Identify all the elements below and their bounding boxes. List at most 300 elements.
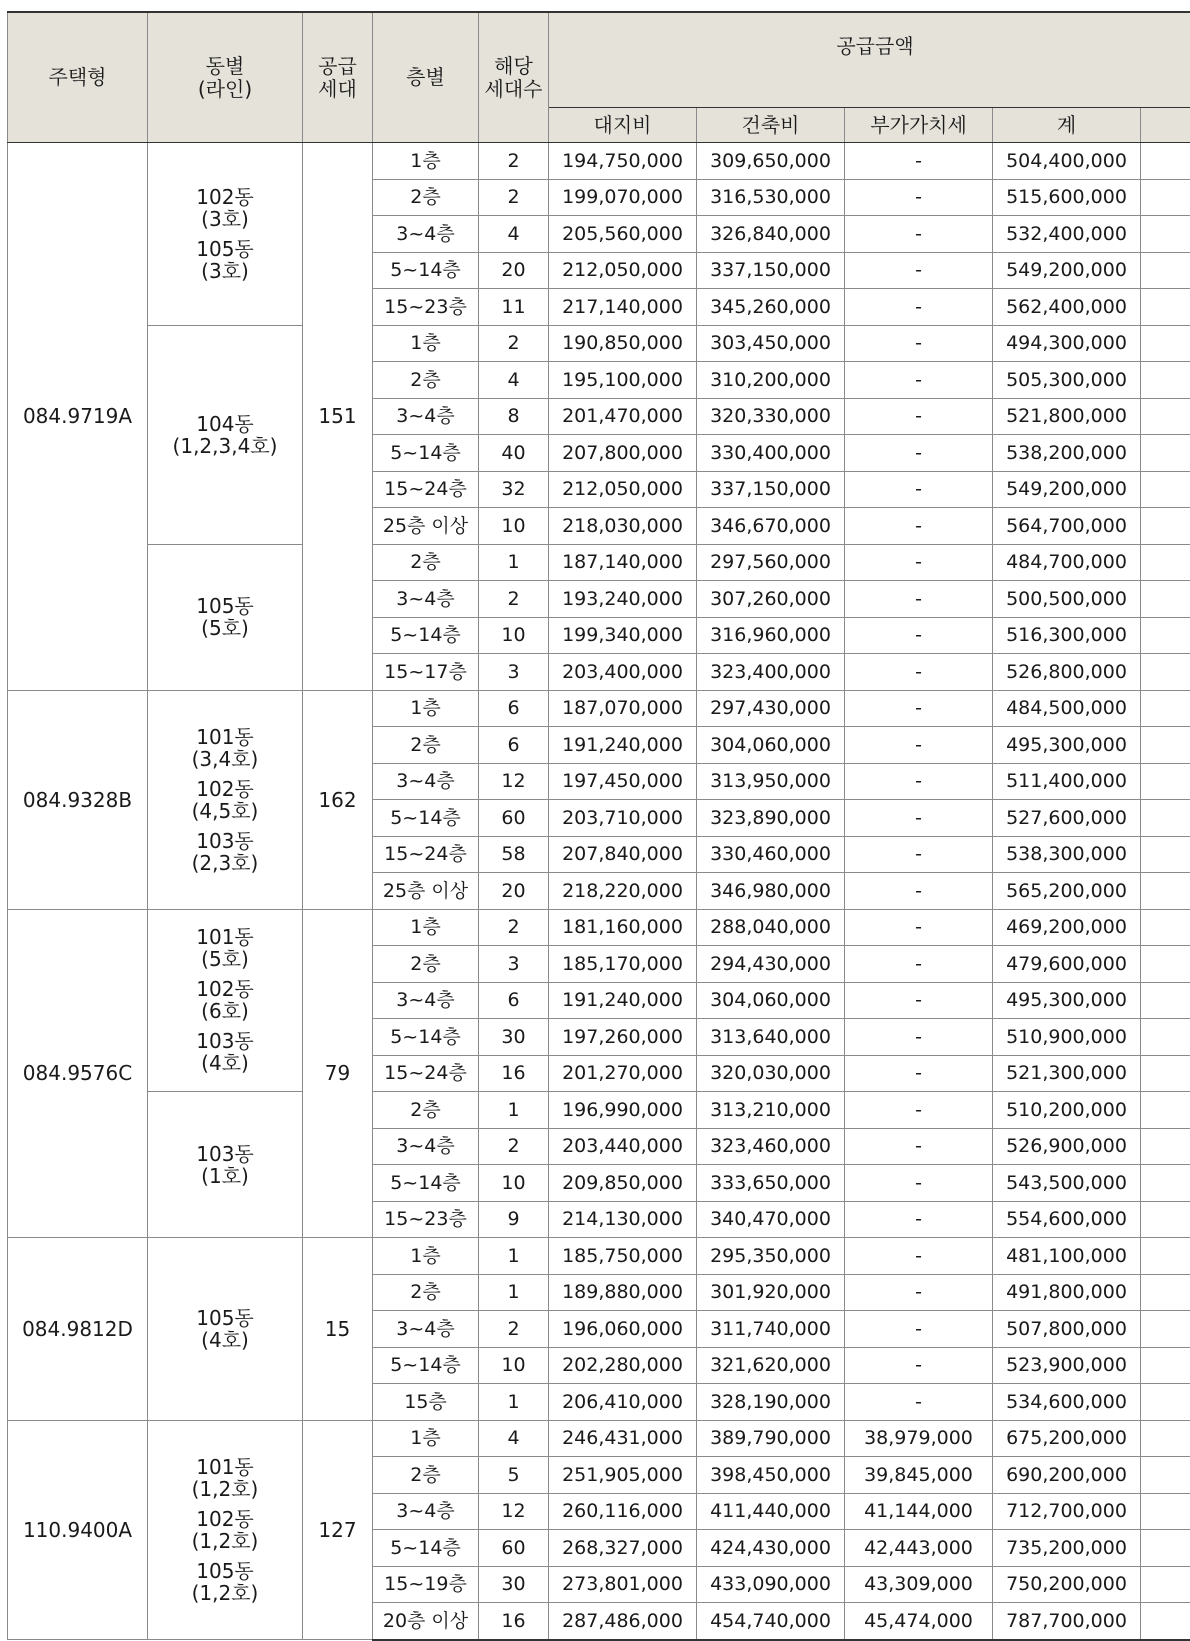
vat-cell: - <box>845 873 993 910</box>
dong-label: 105동 (5호) <box>148 591 302 643</box>
vat-cell: - <box>845 1201 993 1238</box>
units-cell: 10 <box>479 617 549 654</box>
floor-cell: 15~23층 <box>373 1201 479 1238</box>
vat-cell: - <box>845 690 993 727</box>
vat-cell: 42,443,000 <box>845 1530 993 1567</box>
total-cell: 750,200,000 <box>993 1566 1141 1603</box>
vat-cell: - <box>845 654 993 691</box>
units-cell: 1 <box>479 1238 549 1275</box>
extra-cell <box>1141 1165 1190 1202</box>
building-cost-cell: 398,450,000 <box>697 1457 845 1494</box>
land-cost-cell: 287,486,000 <box>549 1603 697 1640</box>
land-cost-cell: 209,850,000 <box>549 1165 697 1202</box>
units-cell: 32 <box>479 471 549 508</box>
supply-cell: 79 <box>303 909 373 1238</box>
units-cell: 2 <box>479 1311 549 1348</box>
floor-cell: 2층 <box>373 1457 479 1494</box>
dong-cell <box>148 544 303 690</box>
land-cost-cell: 207,840,000 <box>549 836 697 873</box>
land-cost-cell: 260,116,000 <box>549 1493 697 1530</box>
dong-label: 102동 (4,5호) <box>148 774 302 826</box>
table-row <box>8 143 1190 180</box>
building-cost-cell: 424,430,000 <box>697 1530 845 1567</box>
building-cost-cell: 313,950,000 <box>697 763 845 800</box>
vat-cell: - <box>845 179 993 216</box>
land-cost-cell: 203,400,000 <box>549 654 697 691</box>
extra-cell <box>1141 289 1190 326</box>
floor-cell: 2층 <box>373 946 479 983</box>
total-cell: 484,500,000 <box>993 690 1141 727</box>
land-cost-cell: 246,431,000 <box>549 1420 697 1457</box>
units-cell: 60 <box>479 800 549 837</box>
total-cell: 538,300,000 <box>993 836 1141 873</box>
total-cell: 526,900,000 <box>993 1128 1141 1165</box>
land-cost-cell: 197,260,000 <box>549 1019 697 1056</box>
floor-cell: 15~17층 <box>373 654 479 691</box>
vat-cell: - <box>845 143 993 180</box>
units-cell: 30 <box>479 1019 549 1056</box>
dong-label: 104동 (1,2,3,4호) <box>148 409 302 461</box>
table-row <box>8 544 1190 581</box>
supply-cell: 151 <box>303 143 373 691</box>
vat-cell: - <box>845 216 993 253</box>
table-body <box>8 143 1190 1640</box>
extra-cell <box>1141 836 1190 873</box>
extra-cell <box>1141 1457 1190 1494</box>
total-cell: 507,800,000 <box>993 1311 1141 1348</box>
building-cost-cell: 337,150,000 <box>697 471 845 508</box>
building-cost-cell: 311,740,000 <box>697 1311 845 1348</box>
table-row <box>8 909 1190 946</box>
house-type-cell: 084.9328B <box>8 690 148 909</box>
total-cell: 523,900,000 <box>993 1347 1141 1384</box>
floor-cell: 5~14층 <box>373 1347 479 1384</box>
building-cost-cell: 337,150,000 <box>697 252 845 289</box>
extra-cell <box>1141 362 1190 399</box>
house-type-cell: 084.9576C <box>8 909 148 1238</box>
units-cell: 58 <box>479 836 549 873</box>
floor-cell: 3~4층 <box>373 1128 479 1165</box>
dong-cell <box>148 1238 303 1421</box>
dong-label: 103동 (1호) <box>148 1139 302 1191</box>
total-cell: 787,700,000 <box>993 1603 1141 1640</box>
header-total: 계 <box>993 108 1141 143</box>
total-cell: 495,300,000 <box>993 982 1141 1019</box>
vat-cell: - <box>845 836 993 873</box>
dong-label: 101동 (5호) <box>148 922 302 974</box>
total-cell: 521,800,000 <box>993 398 1141 435</box>
units-cell: 20 <box>479 873 549 910</box>
header-dong: 동별 (라인) <box>148 12 303 143</box>
building-cost-cell: 328,190,000 <box>697 1384 845 1421</box>
land-cost-cell: 189,880,000 <box>549 1274 697 1311</box>
floor-cell: 1층 <box>373 690 479 727</box>
vat-cell: - <box>845 727 993 764</box>
vat-cell: - <box>845 471 993 508</box>
header-vat: 부가가치세 <box>845 108 993 143</box>
floor-cell: 15~24층 <box>373 471 479 508</box>
land-cost-cell: 251,905,000 <box>549 1457 697 1494</box>
floor-cell: 15~23층 <box>373 289 479 326</box>
floor-cell: 15층 <box>373 1384 479 1421</box>
building-cost-cell: 323,460,000 <box>697 1128 845 1165</box>
vat-cell: 38,979,000 <box>845 1420 993 1457</box>
total-cell: 527,600,000 <box>993 800 1141 837</box>
header-building: 건축비 <box>697 108 845 143</box>
total-cell: 500,500,000 <box>993 581 1141 618</box>
table-row <box>8 1420 1190 1457</box>
building-cost-cell: 316,530,000 <box>697 179 845 216</box>
floor-cell: 5~14층 <box>373 617 479 654</box>
units-cell: 6 <box>479 727 549 764</box>
units-cell: 1 <box>479 544 549 581</box>
building-cost-cell: 326,840,000 <box>697 216 845 253</box>
total-cell: 543,500,000 <box>993 1165 1141 1202</box>
building-cost-cell: 313,640,000 <box>697 1019 845 1056</box>
land-cost-cell: 201,470,000 <box>549 398 697 435</box>
vat-cell: - <box>845 982 993 1019</box>
land-cost-cell: 207,800,000 <box>549 435 697 472</box>
building-cost-cell: 304,060,000 <box>697 727 845 764</box>
table-row <box>8 325 1190 362</box>
extra-cell <box>1141 1420 1190 1457</box>
vat-cell: - <box>845 946 993 983</box>
vat-cell: - <box>845 800 993 837</box>
vat-cell: - <box>845 909 993 946</box>
land-cost-cell: 206,410,000 <box>549 1384 697 1421</box>
extra-cell <box>1141 909 1190 946</box>
building-cost-cell: 411,440,000 <box>697 1493 845 1530</box>
land-cost-cell: 187,140,000 <box>549 544 697 581</box>
header-type: 주택형 <box>8 12 148 143</box>
building-cost-cell: 333,650,000 <box>697 1165 845 1202</box>
floor-cell: 1층 <box>373 909 479 946</box>
building-cost-cell: 340,470,000 <box>697 1201 845 1238</box>
vat-cell: - <box>845 1165 993 1202</box>
extra-cell <box>1141 1092 1190 1129</box>
extra-cell <box>1141 179 1190 216</box>
vat-cell: - <box>845 617 993 654</box>
vat-cell: - <box>845 289 993 326</box>
extra-cell <box>1141 1128 1190 1165</box>
total-cell: 510,200,000 <box>993 1092 1141 1129</box>
vat-cell: - <box>845 325 993 362</box>
header-units: 해당 세대수 <box>479 12 549 143</box>
vat-cell: - <box>845 1055 993 1092</box>
units-cell: 3 <box>479 654 549 691</box>
vat-cell: - <box>845 1128 993 1165</box>
extra-cell <box>1141 435 1190 472</box>
total-cell: 675,200,000 <box>993 1420 1141 1457</box>
floor-cell: 3~4층 <box>373 581 479 618</box>
total-cell: 494,300,000 <box>993 325 1141 362</box>
building-cost-cell: 323,890,000 <box>697 800 845 837</box>
vat-cell: - <box>845 1384 993 1421</box>
floor-cell: 15~19층 <box>373 1566 479 1603</box>
units-cell: 1 <box>479 1092 549 1129</box>
total-cell: 510,900,000 <box>993 1019 1141 1056</box>
total-cell: 504,400,000 <box>993 143 1141 180</box>
house-type-cell: 110.9400A <box>8 1420 148 1640</box>
total-cell: 534,600,000 <box>993 1384 1141 1421</box>
extra-cell <box>1141 800 1190 837</box>
dong-label: 102동 (1,2호) <box>148 1504 302 1556</box>
land-cost-cell: 217,140,000 <box>549 289 697 326</box>
floor-cell: 5~14층 <box>373 1530 479 1567</box>
units-cell: 8 <box>479 398 549 435</box>
floor-cell: 5~14층 <box>373 252 479 289</box>
land-cost-cell: 212,050,000 <box>549 252 697 289</box>
floor-cell: 2층 <box>373 1274 479 1311</box>
units-cell: 40 <box>479 435 549 472</box>
extra-cell <box>1141 1566 1190 1603</box>
extra-cell <box>1141 1019 1190 1056</box>
vat-cell: 43,309,000 <box>845 1566 993 1603</box>
extra-cell <box>1141 1347 1190 1384</box>
supply-cell: 127 <box>303 1420 373 1640</box>
extra-cell <box>1141 727 1190 764</box>
total-cell: 479,600,000 <box>993 946 1141 983</box>
total-cell: 511,400,000 <box>993 763 1141 800</box>
extra-cell <box>1141 1493 1190 1530</box>
extra-cell <box>1141 617 1190 654</box>
vat-cell: - <box>845 1311 993 1348</box>
land-cost-cell: 268,327,000 <box>549 1530 697 1567</box>
dong-cell <box>148 690 303 909</box>
land-cost-cell: 196,990,000 <box>549 1092 697 1129</box>
land-cost-cell: 191,240,000 <box>549 982 697 1019</box>
floor-cell: 5~14층 <box>373 800 479 837</box>
floor-cell: 25층 이상 <box>373 873 479 910</box>
header-amount: 공급금액 <box>549 12 1190 108</box>
land-cost-cell: 273,801,000 <box>549 1566 697 1603</box>
building-cost-cell: 345,260,000 <box>697 289 845 326</box>
land-cost-cell: 202,280,000 <box>549 1347 697 1384</box>
dong-label: 105동 (4호) <box>148 1303 302 1355</box>
building-cost-cell: 320,030,000 <box>697 1055 845 1092</box>
total-cell: 516,300,000 <box>993 617 1141 654</box>
total-cell: 481,100,000 <box>993 1238 1141 1275</box>
vat-cell: - <box>845 763 993 800</box>
land-cost-cell: 203,710,000 <box>549 800 697 837</box>
land-cost-cell: 191,240,000 <box>549 727 697 764</box>
total-cell: 469,200,000 <box>993 909 1141 946</box>
building-cost-cell: 323,400,000 <box>697 654 845 691</box>
vat-cell: - <box>845 1238 993 1275</box>
extra-cell <box>1141 325 1190 362</box>
units-cell: 4 <box>479 1420 549 1457</box>
dong-cell <box>148 1092 303 1238</box>
table-row <box>8 690 1190 727</box>
units-cell: 1 <box>479 1274 549 1311</box>
supply-cell: 162 <box>303 690 373 909</box>
extra-cell <box>1141 1201 1190 1238</box>
extra-cell <box>1141 982 1190 1019</box>
header-land: 대지비 <box>549 108 697 143</box>
floor-cell: 3~4층 <box>373 1493 479 1530</box>
dong-label: 101동 (3,4호) <box>148 722 302 774</box>
table-row <box>8 1092 1190 1129</box>
total-cell: 735,200,000 <box>993 1530 1141 1567</box>
vat-cell: 41,144,000 <box>845 1493 993 1530</box>
header-floor: 층별 <box>373 12 479 143</box>
dong-label: 102동 (6호) <box>148 974 302 1026</box>
units-cell: 2 <box>479 143 549 180</box>
building-cost-cell: 330,400,000 <box>697 435 845 472</box>
header-supply: 공급 세대 <box>303 12 373 143</box>
dong-label: 103동 (2,3호) <box>148 826 302 878</box>
extra-cell <box>1141 873 1190 910</box>
total-cell: 526,800,000 <box>993 654 1141 691</box>
land-cost-cell: 205,560,000 <box>549 216 697 253</box>
extra-cell <box>1141 1530 1190 1567</box>
extra-cell <box>1141 1603 1190 1640</box>
dong-label: 101동 (1,2호) <box>148 1452 302 1504</box>
total-cell: 515,600,000 <box>993 179 1141 216</box>
land-cost-cell: 218,030,000 <box>549 508 697 545</box>
units-cell: 2 <box>479 1128 549 1165</box>
building-cost-cell: 320,330,000 <box>697 398 845 435</box>
extra-cell <box>1141 763 1190 800</box>
units-cell: 6 <box>479 982 549 1019</box>
land-cost-cell: 194,750,000 <box>549 143 697 180</box>
extra-cell <box>1141 1274 1190 1311</box>
building-cost-cell: 307,260,000 <box>697 581 845 618</box>
extra-cell <box>1141 1238 1190 1275</box>
land-cost-cell: 187,070,000 <box>549 690 697 727</box>
building-cost-cell: 316,960,000 <box>697 617 845 654</box>
land-cost-cell: 181,160,000 <box>549 909 697 946</box>
total-cell: 549,200,000 <box>993 471 1141 508</box>
extra-cell <box>1141 544 1190 581</box>
units-cell: 60 <box>479 1530 549 1567</box>
vat-cell: - <box>845 1347 993 1384</box>
floor-cell: 2층 <box>373 544 479 581</box>
dong-label: 105동 (3호) <box>148 234 302 286</box>
floor-cell: 15~24층 <box>373 1055 479 1092</box>
building-cost-cell: 346,980,000 <box>697 873 845 910</box>
units-cell: 12 <box>479 1493 549 1530</box>
extra-cell <box>1141 1311 1190 1348</box>
total-cell: 712,700,000 <box>993 1493 1141 1530</box>
building-cost-cell: 389,790,000 <box>697 1420 845 1457</box>
units-cell: 1 <box>479 1384 549 1421</box>
floor-cell: 2층 <box>373 1092 479 1129</box>
building-cost-cell: 433,090,000 <box>697 1566 845 1603</box>
land-cost-cell: 185,750,000 <box>549 1238 697 1275</box>
floor-cell: 3~4층 <box>373 763 479 800</box>
floor-cell: 3~4층 <box>373 1311 479 1348</box>
extra-cell <box>1141 471 1190 508</box>
units-cell: 2 <box>479 179 549 216</box>
extra-cell <box>1141 654 1190 691</box>
land-cost-cell: 196,060,000 <box>549 1311 697 1348</box>
extra-cell <box>1141 508 1190 545</box>
land-cost-cell: 201,270,000 <box>549 1055 697 1092</box>
header-extra <box>1141 108 1190 143</box>
land-cost-cell: 199,070,000 <box>549 179 697 216</box>
supply-price-table <box>7 11 1190 1641</box>
dong-cell <box>148 143 303 326</box>
total-cell: 549,200,000 <box>993 252 1141 289</box>
land-cost-cell: 218,220,000 <box>549 873 697 910</box>
total-cell: 562,400,000 <box>993 289 1141 326</box>
units-cell: 9 <box>479 1201 549 1238</box>
units-cell: 2 <box>479 909 549 946</box>
building-cost-cell: 288,040,000 <box>697 909 845 946</box>
units-cell: 10 <box>479 1347 549 1384</box>
land-cost-cell: 199,340,000 <box>549 617 697 654</box>
vat-cell: - <box>845 398 993 435</box>
total-cell: 495,300,000 <box>993 727 1141 764</box>
vat-cell: 39,845,000 <box>845 1457 993 1494</box>
floor-cell: 1층 <box>373 1238 479 1275</box>
floor-cell: 5~14층 <box>373 1165 479 1202</box>
extra-cell <box>1141 1055 1190 1092</box>
land-cost-cell: 190,850,000 <box>549 325 697 362</box>
floor-cell: 1층 <box>373 143 479 180</box>
units-cell: 16 <box>479 1055 549 1092</box>
extra-cell <box>1141 1384 1190 1421</box>
floor-cell: 5~14층 <box>373 1019 479 1056</box>
units-cell: 4 <box>479 362 549 399</box>
floor-cell: 3~4층 <box>373 216 479 253</box>
table-header <box>8 12 1190 143</box>
floor-cell: 25층 이상 <box>373 508 479 545</box>
vat-cell: - <box>845 1092 993 1129</box>
vat-cell: 45,474,000 <box>845 1603 993 1640</box>
house-type-cell: 084.9719A <box>8 143 148 691</box>
floor-cell: 1층 <box>373 1420 479 1457</box>
units-cell: 12 <box>479 763 549 800</box>
vat-cell: - <box>845 252 993 289</box>
land-cost-cell: 203,440,000 <box>549 1128 697 1165</box>
building-cost-cell: 330,460,000 <box>697 836 845 873</box>
floor-cell: 2층 <box>373 179 479 216</box>
land-cost-cell: 195,100,000 <box>549 362 697 399</box>
land-cost-cell: 193,240,000 <box>549 581 697 618</box>
dong-label: 102동 (3호) <box>148 182 302 234</box>
units-cell: 11 <box>479 289 549 326</box>
units-cell: 4 <box>479 216 549 253</box>
total-cell: 538,200,000 <box>993 435 1141 472</box>
building-cost-cell: 304,060,000 <box>697 982 845 1019</box>
floor-cell: 1층 <box>373 325 479 362</box>
floor-cell: 20층 이상 <box>373 1603 479 1640</box>
total-cell: 491,800,000 <box>993 1274 1141 1311</box>
total-cell: 690,200,000 <box>993 1457 1141 1494</box>
units-cell: 2 <box>479 581 549 618</box>
vat-cell: - <box>845 362 993 399</box>
floor-cell: 3~4층 <box>373 982 479 1019</box>
units-cell: 20 <box>479 252 549 289</box>
building-cost-cell: 297,430,000 <box>697 690 845 727</box>
units-cell: 10 <box>479 508 549 545</box>
building-cost-cell: 301,920,000 <box>697 1274 845 1311</box>
floor-cell: 5~14층 <box>373 435 479 472</box>
building-cost-cell: 454,740,000 <box>697 1603 845 1640</box>
vat-cell: - <box>845 581 993 618</box>
total-cell: 565,200,000 <box>993 873 1141 910</box>
units-cell: 10 <box>479 1165 549 1202</box>
building-cost-cell: 309,650,000 <box>697 143 845 180</box>
dong-cell <box>148 909 303 1092</box>
house-type-cell: 084.9812D <box>8 1238 148 1421</box>
units-cell: 6 <box>479 690 549 727</box>
dong-cell <box>148 325 303 544</box>
units-cell: 5 <box>479 1457 549 1494</box>
table-row <box>8 1238 1190 1275</box>
